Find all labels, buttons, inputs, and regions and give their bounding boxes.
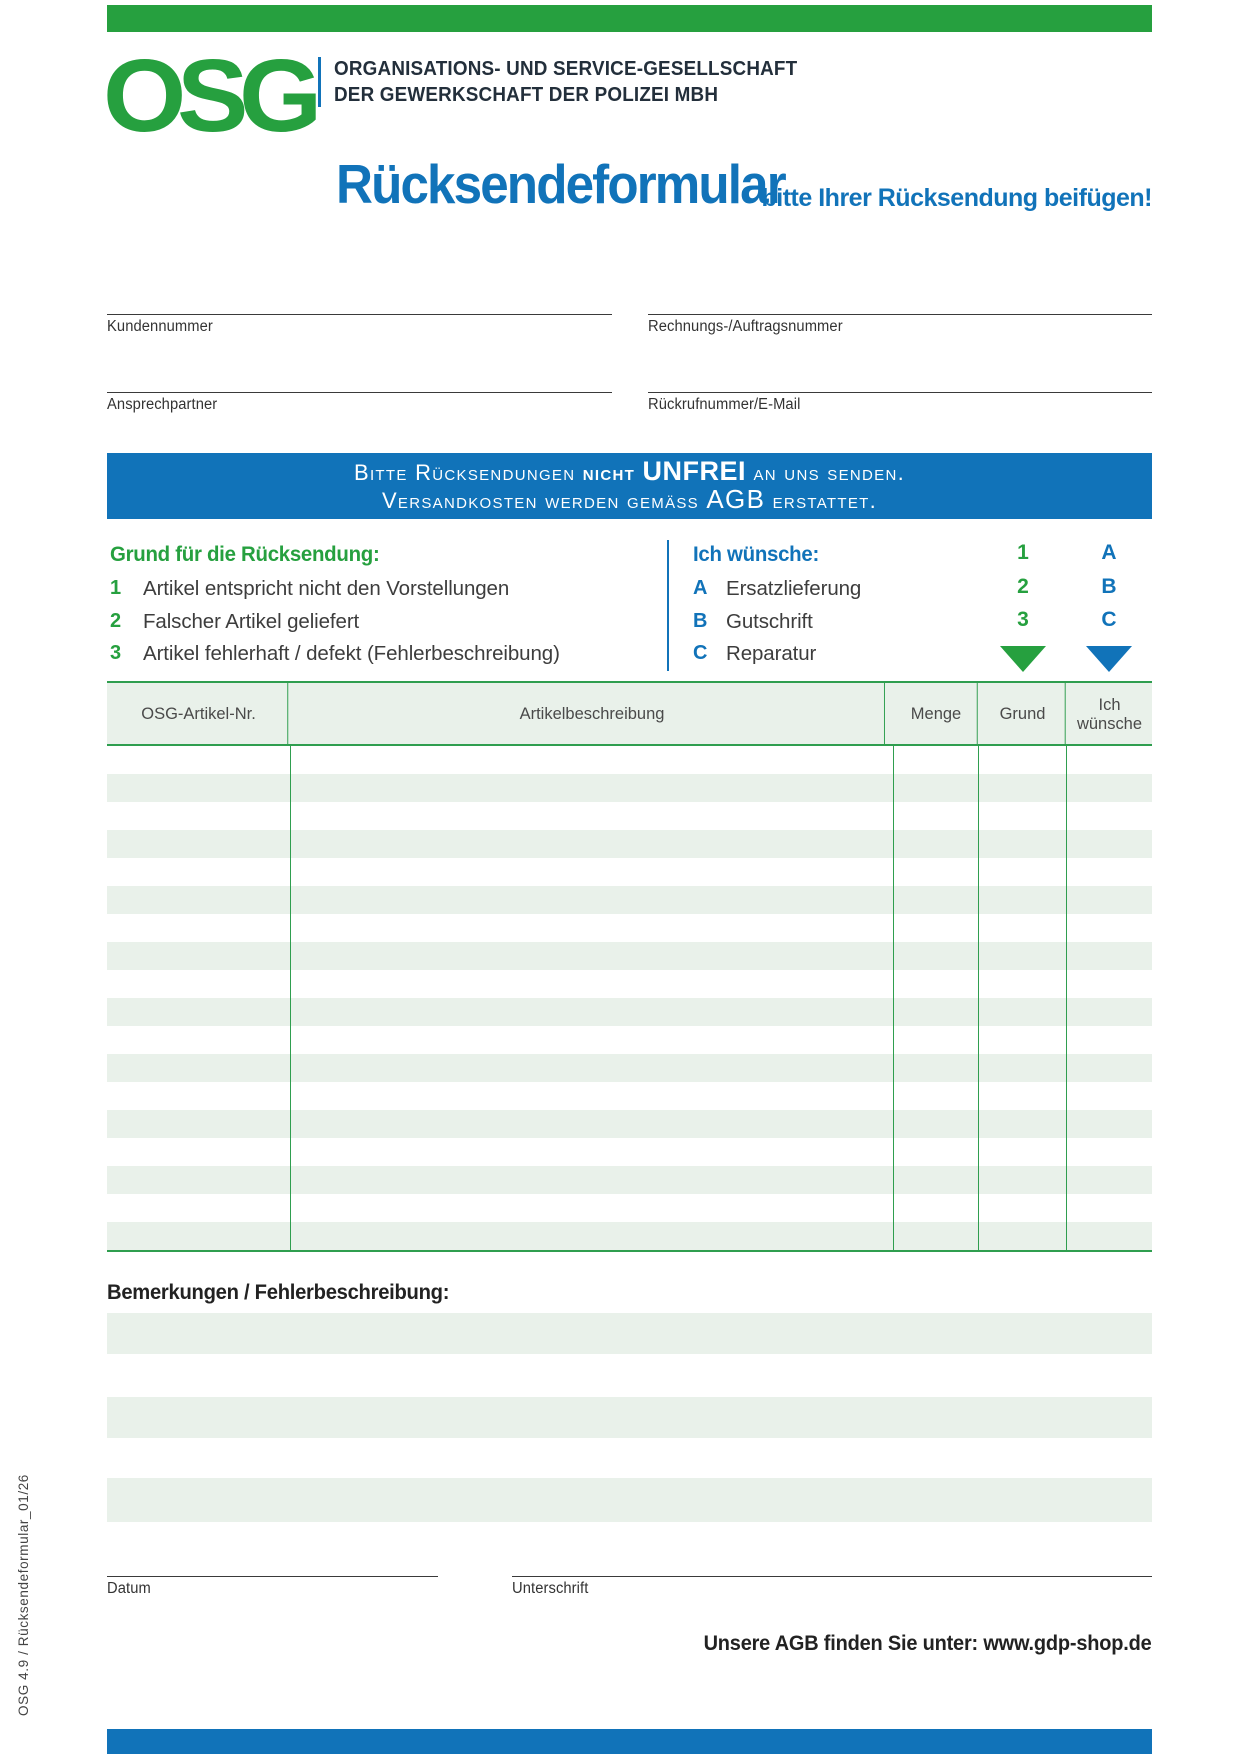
table-row xyxy=(107,998,1152,1026)
item-key: 3 xyxy=(110,642,122,665)
table-cell xyxy=(291,886,894,914)
reasons-heading: Grund für die Rücksendung: xyxy=(110,542,380,566)
banner-text-segment: UNFREI xyxy=(642,456,747,486)
company-name-line2: DER GEWERKSCHAFT DER POLIZEI MBH xyxy=(334,83,719,106)
table-cell xyxy=(107,1026,291,1054)
table-cell xyxy=(979,1194,1067,1222)
table-cell xyxy=(291,914,894,942)
table-cell xyxy=(107,830,291,858)
company-name-line1: ORGANISATIONS- UND SERVICE-GESELLSCHAFT xyxy=(334,57,798,80)
table-cell xyxy=(107,1194,291,1222)
table-cell xyxy=(291,1138,894,1166)
table-row xyxy=(107,1026,1152,1054)
table-cell xyxy=(107,1054,291,1082)
table-cell xyxy=(1067,1138,1152,1166)
table-cell xyxy=(1067,1026,1152,1054)
table-cell xyxy=(291,830,894,858)
table-cell xyxy=(1067,774,1152,802)
column-header: Artikelbeschreibung xyxy=(300,683,885,744)
table-cell xyxy=(1067,886,1152,914)
table-cell xyxy=(979,970,1067,998)
banner-line2 xyxy=(382,486,877,514)
article-table-header xyxy=(107,681,1152,746)
table-cell xyxy=(894,802,979,830)
table-cell xyxy=(1067,970,1152,998)
logo-divider xyxy=(318,57,321,107)
table-cell xyxy=(107,914,291,942)
table-cell xyxy=(291,802,894,830)
table-row xyxy=(107,942,1152,970)
item-key: B xyxy=(693,609,708,632)
table-cell xyxy=(894,1082,979,1110)
table-cell xyxy=(894,970,979,998)
table-row xyxy=(107,774,1152,802)
table-cell xyxy=(291,970,894,998)
item-key: 1 xyxy=(110,577,122,599)
banner-text-segment: AGB xyxy=(706,484,766,514)
column-key: 3 xyxy=(1017,608,1029,631)
table-cell xyxy=(979,802,1067,830)
table-cell xyxy=(291,1054,894,1082)
table-row xyxy=(107,830,1152,858)
table-cell xyxy=(291,1222,894,1250)
banner-text-segment: an uns senden. xyxy=(746,460,906,485)
form-version-sidebar-text: OSG 4.9 / Rücksendeformular_01/26 xyxy=(16,1474,31,1716)
banner-text-segment: Bitte Rücksendungen xyxy=(353,460,583,485)
table-cell xyxy=(979,942,1067,970)
list-item xyxy=(693,642,953,675)
list-item xyxy=(110,610,650,643)
signature-label: Unterschrift xyxy=(512,1580,589,1597)
table-cell xyxy=(291,998,894,1026)
field-rechnungsnummer xyxy=(648,314,1152,336)
table-cell xyxy=(979,886,1067,914)
table-cell xyxy=(894,1194,979,1222)
table-cell xyxy=(107,1222,291,1250)
item-text: Reparatur xyxy=(726,642,817,666)
page-title-suffix: bitte Ihrer Rücksendung beifügen! xyxy=(761,184,1152,212)
field-ansprechpartner xyxy=(107,392,612,414)
field-rueckrufnummer xyxy=(648,392,1152,414)
table-cell xyxy=(107,1138,291,1166)
remarks-box xyxy=(107,1397,1152,1438)
table-cell xyxy=(107,998,291,1026)
signature-field xyxy=(512,1576,1152,1598)
table-cell xyxy=(107,1082,291,1110)
list-item xyxy=(110,577,650,610)
table-cell xyxy=(894,998,979,1026)
remarks-box xyxy=(107,1478,1152,1522)
table-cell xyxy=(894,942,979,970)
table-cell xyxy=(107,802,291,830)
table-cell xyxy=(1067,858,1152,886)
rechnungsnummer-write-line xyxy=(648,314,1152,315)
wishes-heading: Ich wünsche: xyxy=(693,542,819,566)
table-row xyxy=(107,1166,1152,1194)
table-cell xyxy=(1067,914,1152,942)
rechnungsnummer-label: Rechnungs-/Auftragsnummer xyxy=(648,318,843,335)
date-field xyxy=(107,1576,438,1598)
table-cell xyxy=(894,774,979,802)
table-cell xyxy=(979,774,1067,802)
table-cell xyxy=(291,774,894,802)
date-label: Datum xyxy=(107,1580,151,1597)
table-row xyxy=(107,1222,1152,1250)
signature-write-line xyxy=(512,1576,1152,1577)
bottom-blue-bar xyxy=(107,1729,1152,1754)
item-text: Gutschrift xyxy=(726,609,813,633)
table-cell xyxy=(894,914,979,942)
table-cell xyxy=(894,858,979,886)
wunsch-down-arrow-icon xyxy=(1086,646,1132,672)
table-cell xyxy=(979,914,1067,942)
table-cell xyxy=(894,1110,979,1138)
table-cell xyxy=(979,830,1067,858)
table-cell xyxy=(894,1166,979,1194)
table-row xyxy=(107,914,1152,942)
table-cell xyxy=(894,1222,979,1250)
item-key: C xyxy=(693,642,708,665)
grund-key-column xyxy=(1000,541,1046,642)
table-row xyxy=(107,1194,1152,1222)
table-row xyxy=(107,802,1152,830)
column-header: OSG-Artikel-Nr. xyxy=(110,683,288,744)
table-cell xyxy=(107,774,291,802)
table-row xyxy=(107,1054,1152,1082)
column-header: Ich wünsche xyxy=(1076,694,1143,733)
column-key: 2 xyxy=(1017,574,1029,598)
rueckrufnummer-write-line xyxy=(648,392,1152,393)
reasons-list xyxy=(110,577,650,675)
column-key: C xyxy=(1101,608,1117,631)
table-cell xyxy=(979,1138,1067,1166)
remarks-heading: Bemerkungen / Fehlerbeschreibung: xyxy=(107,1280,450,1304)
table-cell xyxy=(979,1110,1067,1138)
column-header: Menge xyxy=(895,683,977,744)
item-text: Falscher Artikel geliefert xyxy=(143,609,360,633)
kundennummer-label: Kundennummer xyxy=(107,318,213,335)
list-item xyxy=(693,577,953,610)
shipping-notice-banner xyxy=(107,453,1152,519)
ansprechpartner-label: Ansprechpartner xyxy=(107,396,218,413)
table-cell xyxy=(979,1054,1067,1082)
remarks-box xyxy=(107,1313,1152,1354)
column-key: A xyxy=(1101,541,1117,564)
column-header: Grund xyxy=(980,683,1065,744)
table-cell xyxy=(291,1082,894,1110)
table-cell xyxy=(979,858,1067,886)
table-cell xyxy=(894,830,979,858)
table-cell xyxy=(107,1110,291,1138)
field-kundennummer xyxy=(107,314,612,336)
table-cell xyxy=(1067,802,1152,830)
ansprechpartner-write-line xyxy=(107,392,612,393)
table-cell xyxy=(1067,942,1152,970)
table-cell xyxy=(894,746,979,774)
rueckrufnummer-label: Rückrufnummer/E-Mail xyxy=(648,396,801,413)
table-cell xyxy=(107,858,291,886)
banner-text-segment: erstattet. xyxy=(765,488,878,513)
table-cell xyxy=(1067,1054,1152,1082)
table-cell xyxy=(291,1194,894,1222)
banner-text-segment: Versandkosten werden gemäss xyxy=(381,488,707,513)
table-cell xyxy=(291,1166,894,1194)
item-text: Ersatzlieferung xyxy=(726,577,862,600)
table-cell xyxy=(291,1026,894,1054)
table-cell xyxy=(291,746,894,774)
table-cell xyxy=(979,1222,1067,1250)
column-key: B xyxy=(1101,574,1117,598)
osg-logo: OSG xyxy=(103,38,314,153)
table-cell xyxy=(1067,1110,1152,1138)
table-row xyxy=(107,1110,1152,1138)
item-text: Artikel fehlerhaft / defekt (Fehlerbeschreibung) xyxy=(143,642,560,666)
table-cell xyxy=(1067,1194,1152,1222)
table-cell xyxy=(107,970,291,998)
column-key: 1 xyxy=(1017,541,1029,564)
table-cell xyxy=(894,886,979,914)
grund-down-arrow-icon xyxy=(1000,646,1046,672)
table-cell xyxy=(1067,830,1152,858)
table-row xyxy=(107,1138,1152,1166)
table-cell xyxy=(107,746,291,774)
table-row xyxy=(107,886,1152,914)
agb-note: Unsere AGB finden Sie unter: www.gdp-shop.de xyxy=(704,1632,1152,1655)
banner-text-segment: nicht xyxy=(582,460,643,485)
table-cell xyxy=(291,1110,894,1138)
table-row xyxy=(107,970,1152,998)
table-cell xyxy=(894,1138,979,1166)
item-key: A xyxy=(693,577,708,599)
table-cell xyxy=(979,1026,1067,1054)
table-cell xyxy=(979,1166,1067,1194)
table-cell xyxy=(979,998,1067,1026)
page-title: Rücksendeformular xyxy=(336,153,785,215)
selector-divider xyxy=(667,540,669,671)
table-cell xyxy=(1067,998,1152,1026)
banner-line1 xyxy=(354,458,905,486)
table-cell xyxy=(1067,1166,1152,1194)
article-table-body xyxy=(107,746,1152,1252)
table-cell xyxy=(1067,746,1152,774)
wishes-list xyxy=(693,577,953,675)
item-key: 2 xyxy=(110,609,122,632)
kundennummer-write-line xyxy=(107,314,612,315)
table-row xyxy=(107,746,1152,774)
table-cell xyxy=(1067,1082,1152,1110)
table-row xyxy=(107,1082,1152,1110)
table-cell xyxy=(107,886,291,914)
wunsch-key-column xyxy=(1086,541,1132,642)
table-cell xyxy=(1067,1222,1152,1250)
table-row xyxy=(107,858,1152,886)
table-cell xyxy=(107,942,291,970)
table-cell xyxy=(894,1054,979,1082)
table-cell xyxy=(894,1026,979,1054)
table-cell xyxy=(979,746,1067,774)
top-green-bar xyxy=(107,5,1152,32)
date-write-line xyxy=(107,1576,438,1577)
table-cell xyxy=(979,1082,1067,1110)
item-text: Artikel entspricht nicht den Vorstellungen xyxy=(143,577,510,600)
table-cell xyxy=(291,942,894,970)
table-cell xyxy=(291,858,894,886)
list-item xyxy=(110,642,650,675)
list-item xyxy=(693,610,953,643)
table-cell xyxy=(107,1166,291,1194)
